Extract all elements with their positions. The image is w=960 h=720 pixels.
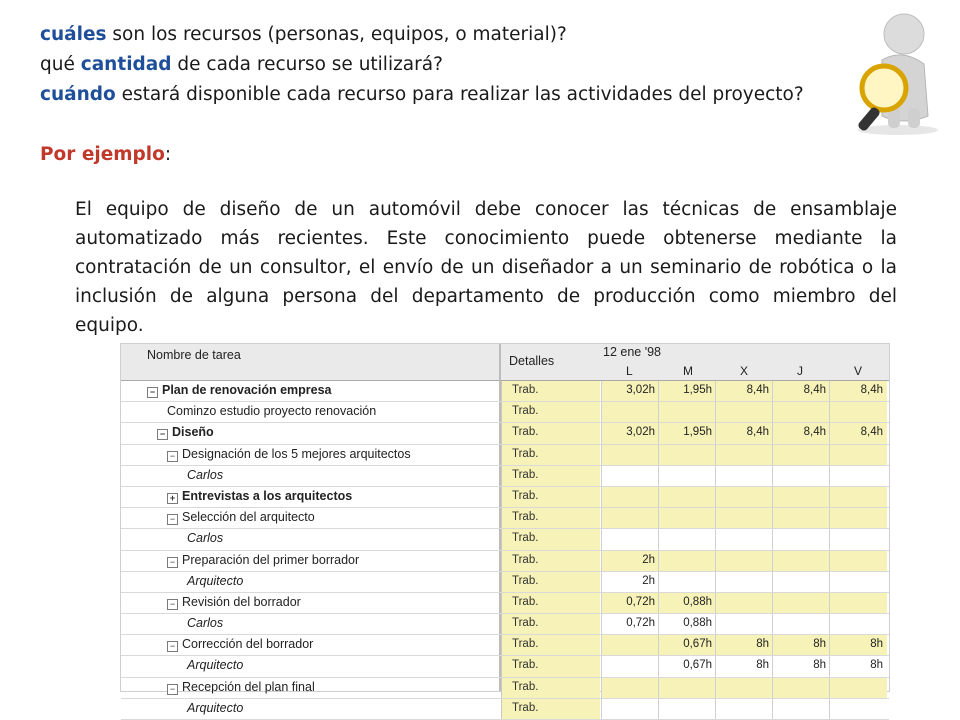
work-cell[interactable]	[829, 487, 887, 507]
table-row[interactable]	[121, 445, 889, 466]
details-cell	[501, 445, 600, 465]
work-value: 8h	[870, 659, 883, 672]
gantt-header	[121, 344, 889, 381]
details-cell	[501, 466, 600, 486]
day-header: J	[797, 364, 803, 378]
work-cell[interactable]	[772, 466, 830, 486]
work-cell[interactable]	[601, 402, 659, 422]
work-cell[interactable]	[772, 423, 830, 443]
task-name	[167, 489, 352, 503]
work-cell[interactable]	[829, 699, 887, 719]
task-name	[167, 637, 313, 651]
work-cell[interactable]	[715, 678, 773, 698]
table-row[interactable]	[121, 614, 889, 635]
work-cell[interactable]	[658, 635, 716, 655]
work-cell[interactable]	[601, 423, 659, 443]
details-cell	[501, 402, 600, 422]
details-label: Trab.	[512, 595, 539, 608]
details-cell	[501, 656, 600, 676]
details-cell	[501, 614, 600, 634]
work-cell[interactable]	[829, 593, 887, 613]
gantt-screenshot	[120, 343, 890, 715]
task-label: Revisión del borrador	[182, 594, 301, 609]
task-name	[167, 595, 301, 609]
details-label: Trab.	[512, 405, 539, 418]
task-label: Plan de renovación empresa	[162, 383, 332, 397]
work-cell[interactable]	[715, 656, 773, 676]
details-cell	[501, 381, 600, 401]
details-label: Trab.	[512, 553, 539, 566]
details-cell	[501, 678, 600, 698]
details-cell	[501, 699, 600, 719]
day-header: L	[626, 364, 633, 378]
work-cell[interactable]	[829, 614, 887, 634]
question-line-3	[40, 80, 840, 110]
collapse-icon[interactable]: −	[167, 641, 178, 652]
task-label: Selección del arquitecto	[182, 510, 315, 525]
details-label: Trab.	[512, 532, 539, 545]
work-cell[interactable]	[772, 381, 830, 401]
task-label: Arquitecto	[187, 700, 244, 715]
work-value: 8h	[813, 638, 826, 651]
collapse-icon[interactable]: −	[167, 557, 178, 568]
work-value: 0,67h	[683, 638, 712, 651]
work-value: 8,4h	[803, 384, 826, 396]
task-label: Recepción del plan final	[182, 679, 315, 694]
work-cell[interactable]	[772, 678, 830, 698]
day-header: M	[683, 364, 693, 378]
work-cell[interactable]	[772, 402, 830, 422]
details-label: Trab.	[512, 468, 539, 481]
column-details: Detalles	[509, 354, 555, 368]
gantt-rows	[121, 381, 889, 720]
example-heading	[40, 140, 840, 170]
task-label: Diseño	[172, 425, 214, 440]
work-cell[interactable]	[658, 529, 716, 549]
collapse-icon[interactable]: −	[167, 599, 178, 610]
work-cell[interactable]	[715, 402, 773, 422]
task-label: Carlos	[187, 531, 224, 546]
keyword-cuando: cuándo	[40, 84, 116, 105]
work-cell[interactable]	[772, 699, 830, 719]
work-cell[interactable]	[829, 423, 887, 443]
work-cell[interactable]	[601, 593, 659, 613]
work-cell[interactable]	[601, 572, 659, 592]
task-name	[187, 701, 243, 715]
work-cell[interactable]	[829, 572, 887, 592]
work-value: 0,88h	[683, 595, 712, 608]
details-cell	[501, 487, 600, 507]
work-value: 2h	[642, 574, 655, 587]
task-name	[187, 616, 223, 630]
work-cell[interactable]	[715, 487, 773, 507]
work-value: 8h	[870, 638, 883, 651]
work-value: 3,02h	[626, 426, 655, 439]
work-cell[interactable]	[658, 423, 716, 443]
details-label: Trab.	[512, 384, 539, 396]
work-value: 2h	[642, 553, 655, 566]
task-label: Arquitecto	[187, 573, 244, 588]
work-cell[interactable]	[601, 466, 659, 486]
work-cell[interactable]	[601, 678, 659, 698]
details-cell	[501, 635, 600, 655]
question-text: estará disponible cada recurso para realizar las actividades del proyecto?	[115, 84, 804, 105]
table-row[interactable]	[121, 529, 889, 550]
work-cell[interactable]	[829, 635, 887, 655]
details-cell	[501, 551, 600, 571]
table-row[interactable]	[121, 423, 889, 444]
work-cell[interactable]	[772, 529, 830, 549]
spacer	[40, 110, 840, 140]
work-cell[interactable]	[601, 445, 659, 465]
work-cell[interactable]	[715, 635, 773, 655]
work-cell[interactable]	[601, 529, 659, 549]
table-row[interactable]	[121, 678, 889, 699]
work-cell[interactable]	[829, 551, 887, 571]
details-cell	[501, 593, 600, 613]
day-header: X	[740, 364, 749, 378]
questions-block	[40, 20, 840, 170]
work-cell[interactable]	[658, 381, 716, 401]
task-name	[147, 383, 332, 397]
details-cell	[501, 529, 600, 549]
work-value: 8,4h	[860, 384, 883, 396]
task-label: Preparación del primer borrador	[182, 552, 360, 567]
work-value: 8,4h	[746, 384, 769, 396]
question-text: son los recursos (personas, equipos, o material)?	[106, 24, 567, 45]
table-row[interactable]	[121, 466, 889, 487]
work-value: 8h	[756, 638, 769, 651]
table-row[interactable]	[121, 656, 889, 677]
table-row[interactable]	[121, 508, 889, 529]
work-cell[interactable]	[658, 466, 716, 486]
work-value: 8,4h	[746, 426, 769, 439]
work-cell[interactable]	[772, 635, 830, 655]
table-row[interactable]	[121, 487, 889, 508]
task-label: Arquitecto	[187, 658, 244, 673]
details-label: Trab.	[512, 659, 539, 672]
task-label: Entrevistas a los arquitectos	[182, 488, 353, 503]
work-cell[interactable]	[601, 635, 659, 655]
task-label: Corrección del borrador	[182, 637, 314, 652]
work-cell[interactable]	[829, 656, 887, 676]
question-line-2	[40, 50, 840, 80]
work-cell[interactable]	[772, 508, 830, 528]
question-prefix: qué	[40, 54, 81, 75]
details-label: Trab.	[512, 426, 539, 439]
work-value: 0,72h	[626, 595, 655, 608]
keyword-cuales: cuáles	[40, 24, 107, 45]
task-label: Carlos	[187, 467, 224, 482]
task-name	[167, 447, 411, 461]
work-cell[interactable]	[715, 381, 773, 401]
details-label: Trab.	[512, 511, 539, 524]
work-cell[interactable]	[658, 656, 716, 676]
work-value: 0,88h	[683, 617, 712, 630]
question-line-1	[40, 20, 840, 50]
collapse-icon[interactable]: −	[167, 451, 178, 462]
task-name	[187, 574, 243, 588]
details-label: Trab.	[512, 617, 539, 630]
week-date: 12 ene '98	[603, 345, 661, 359]
task-name	[167, 404, 376, 418]
task-label: Carlos	[187, 616, 224, 631]
question-text: de cada recurso se utilizará?	[171, 54, 443, 75]
column-task-name: Nombre de tarea	[147, 348, 241, 362]
work-cell[interactable]	[772, 593, 830, 613]
work-value: 0,72h	[626, 617, 655, 630]
work-cell[interactable]	[658, 445, 716, 465]
table-row[interactable]	[121, 381, 889, 402]
details-cell	[501, 508, 600, 528]
work-cell[interactable]	[715, 699, 773, 719]
work-cell[interactable]	[658, 572, 716, 592]
details-label: Trab.	[512, 680, 539, 693]
work-cell[interactable]	[601, 699, 659, 719]
work-value: 3,02h	[626, 384, 655, 396]
work-cell[interactable]	[658, 508, 716, 528]
example-label: Por ejemplo	[40, 144, 165, 165]
work-cell[interactable]	[715, 593, 773, 613]
example-colon: :	[164, 144, 172, 165]
work-cell[interactable]	[601, 614, 659, 634]
table-row[interactable]	[121, 572, 889, 593]
task-name	[167, 510, 315, 524]
work-cell[interactable]	[829, 529, 887, 549]
example-paragraph: El equipo de diseño de un automóvil debe conocer las técnicas de ensamblaje automatizado más recientes. Este conocimiento puede obtenerse mediante la contratación de un consultor, el envío de un diseñador a un seminario de robótica o la inclusión de alguna persona del departamento de producción como miembro del equipo.	[75, 199, 897, 336]
collapse-icon[interactable]: −	[167, 684, 178, 695]
work-value: 8h	[756, 659, 769, 672]
day-header: V	[854, 364, 863, 378]
work-cell[interactable]	[772, 445, 830, 465]
task-name	[167, 680, 315, 694]
task-label: Cominzo estudio proyecto renovación	[167, 404, 377, 419]
work-cell[interactable]	[829, 466, 887, 486]
details-label: Trab.	[512, 489, 539, 502]
task-name	[157, 425, 214, 439]
work-value: 8,4h	[860, 426, 883, 439]
details-cell	[501, 572, 600, 592]
person-with-magnifier-icon	[842, 8, 954, 136]
work-cell[interactable]	[715, 529, 773, 549]
work-cell[interactable]	[829, 678, 887, 698]
task-name	[187, 531, 223, 545]
collapse-icon[interactable]: −	[167, 514, 178, 525]
task-name	[167, 553, 359, 567]
work-cell[interactable]	[658, 699, 716, 719]
work-cell[interactable]	[715, 614, 773, 634]
table-row[interactable]	[121, 635, 889, 656]
work-cell[interactable]	[658, 487, 716, 507]
work-value: 0,67h	[683, 659, 712, 672]
work-cell[interactable]	[715, 423, 773, 443]
work-cell[interactable]	[658, 402, 716, 422]
work-value: 1,95h	[683, 426, 712, 439]
collapse-icon[interactable]: −	[147, 387, 158, 398]
work-cell[interactable]	[772, 656, 830, 676]
work-cell[interactable]	[715, 572, 773, 592]
work-value: 8,4h	[803, 426, 826, 439]
table-row[interactable]	[121, 593, 889, 614]
work-cell[interactable]	[601, 487, 659, 507]
work-cell[interactable]	[715, 551, 773, 571]
work-value: 8h	[813, 659, 826, 672]
work-cell[interactable]	[772, 487, 830, 507]
work-cell[interactable]	[658, 593, 716, 613]
task-name	[187, 658, 243, 672]
work-cell[interactable]	[601, 508, 659, 528]
task-name	[187, 468, 223, 482]
work-cell[interactable]	[601, 551, 659, 571]
work-cell[interactable]	[601, 381, 659, 401]
work-value: 1,95h	[683, 384, 712, 396]
table-row[interactable]	[121, 402, 889, 423]
work-cell[interactable]	[715, 466, 773, 486]
work-cell[interactable]	[772, 551, 830, 571]
expand-icon[interactable]: +	[167, 493, 178, 504]
work-cell[interactable]	[829, 402, 887, 422]
table-row[interactable]	[121, 699, 889, 720]
work-cell[interactable]	[829, 381, 887, 401]
work-cell[interactable]	[772, 614, 830, 634]
work-cell[interactable]	[829, 508, 887, 528]
table-row[interactable]	[121, 551, 889, 572]
details-label: Trab.	[512, 638, 539, 651]
keyword-cantidad: cantidad	[80, 54, 172, 75]
task-label: Designación de los 5 mejores arquitectos	[182, 446, 411, 461]
work-cell[interactable]	[829, 445, 887, 465]
work-cell[interactable]	[658, 614, 716, 634]
work-cell[interactable]	[715, 445, 773, 465]
work-cell[interactable]	[658, 678, 716, 698]
details-cell	[501, 423, 600, 443]
details-label: Trab.	[512, 447, 539, 460]
details-label: Trab.	[512, 574, 539, 587]
work-cell[interactable]	[601, 656, 659, 676]
details-label: Trab.	[512, 701, 539, 714]
work-cell[interactable]	[772, 572, 830, 592]
collapse-icon[interactable]: −	[157, 429, 168, 440]
work-cell[interactable]	[715, 508, 773, 528]
work-cell[interactable]	[658, 551, 716, 571]
